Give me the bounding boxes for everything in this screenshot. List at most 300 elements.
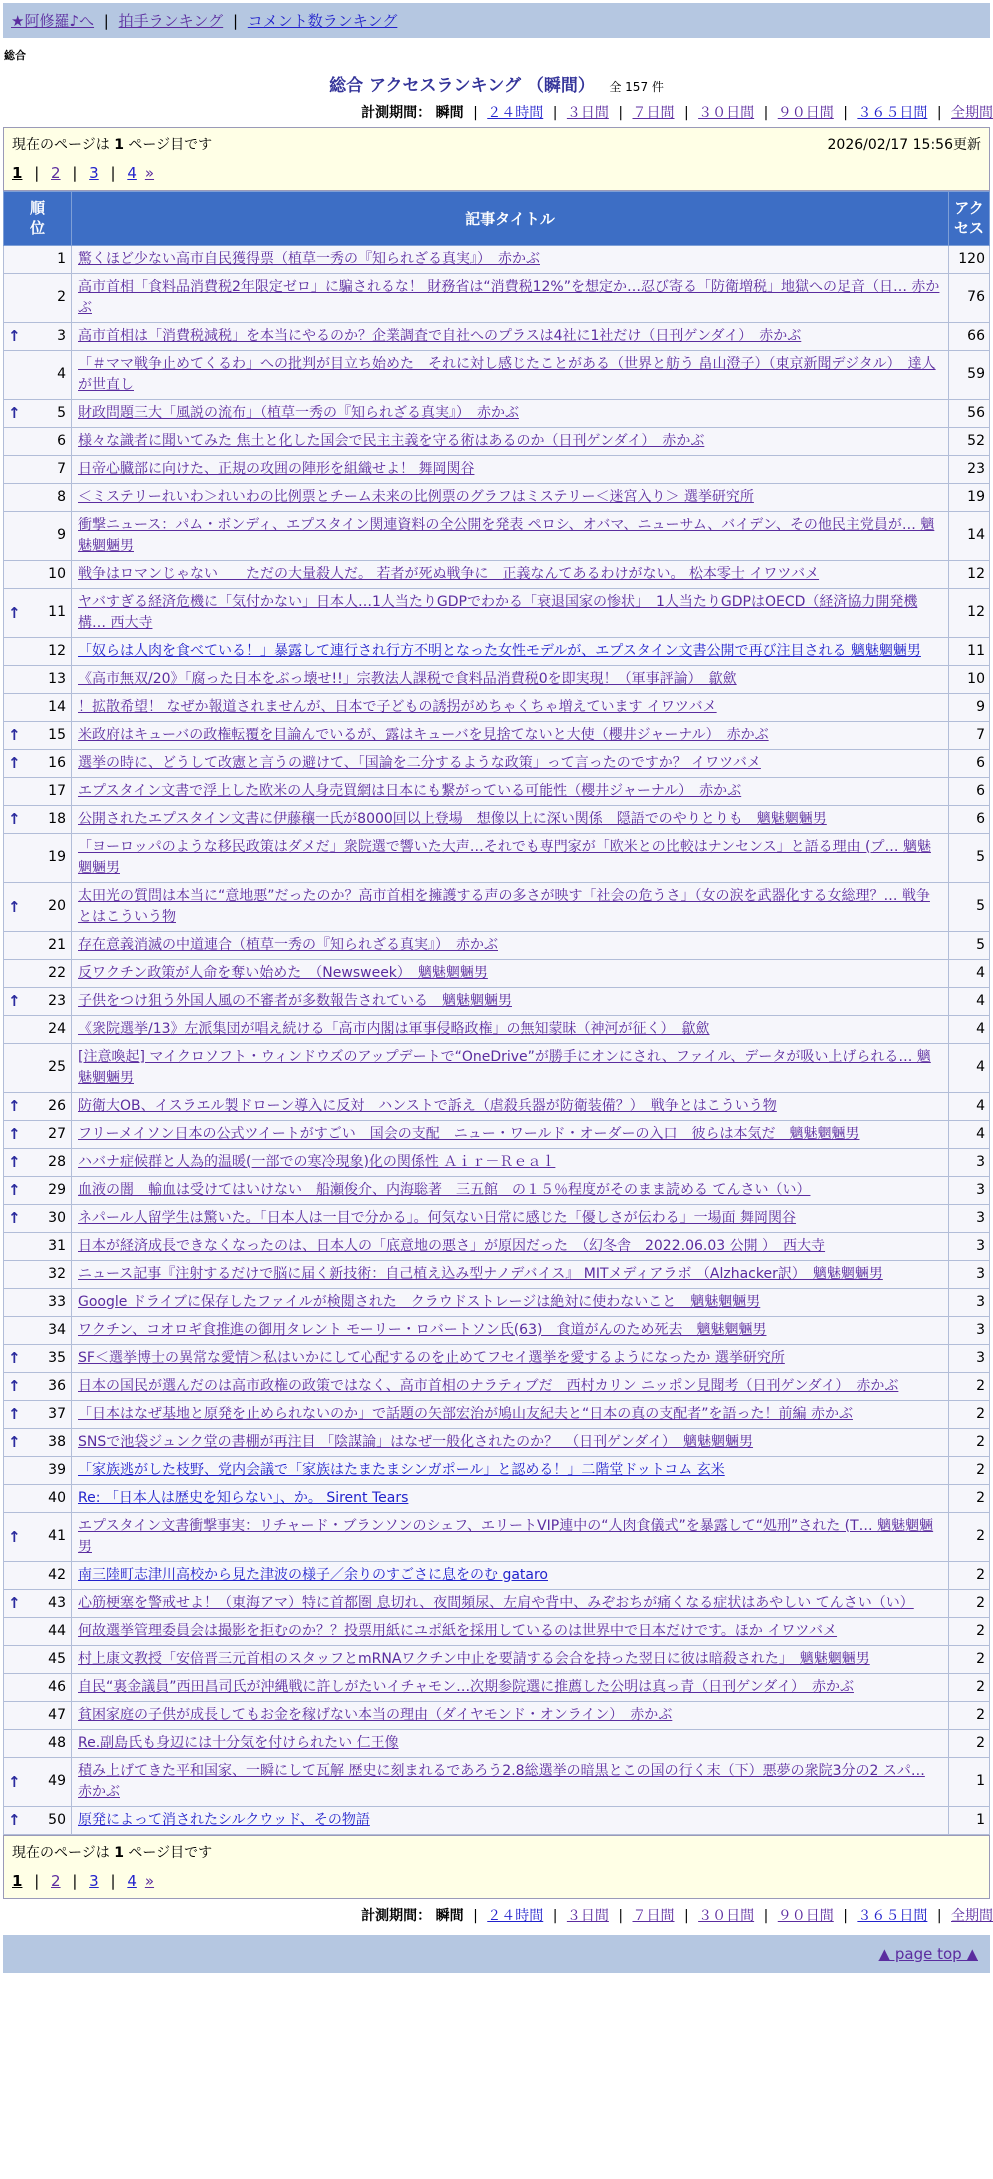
article-link[interactable]: Re: 「日本人は歴史を知らない」、か。 Sirent Tears — [78, 1489, 409, 1506]
article-link[interactable]: 子供をつけ狙う外国人風の不審者が多数報告されている 魑魅魍魎男 — [78, 992, 512, 1009]
rank-number: 48 — [48, 1734, 66, 1751]
rank-up-icon: ↑ — [8, 326, 21, 345]
rank-number: 19 — [48, 849, 66, 865]
rank-up-icon: ↑ — [8, 403, 21, 422]
period-option-link[interactable]: ２４時間 — [487, 1907, 544, 1924]
rank-number: 5 — [57, 404, 66, 421]
period-option-link[interactable]: ９０日間 — [777, 105, 834, 121]
pagination-top — [12, 164, 981, 182]
rank-cell — [4, 1428, 72, 1456]
rank-number: 23 — [48, 992, 66, 1009]
access-count: 4 — [949, 1043, 990, 1092]
table-row — [4, 777, 990, 805]
rank-number: 10 — [48, 565, 66, 582]
title-cell — [72, 1148, 949, 1176]
title-cell — [72, 1204, 949, 1232]
access-count: 2 — [949, 1701, 990, 1729]
separator: | — [105, 164, 121, 182]
access-count: 2 — [949, 1372, 990, 1400]
updated-timestamp: 2026/02/17 15:56更新 — [827, 137, 981, 153]
period-selector-bottom — [0, 1905, 993, 1925]
title-cell — [72, 1645, 949, 1673]
article-link[interactable]: エプスタイン文書衝撃事実：リチャード・ブランソンのシェフ、エリートVIP連中の“人肉食儀式”を暴露して“処刑”された (T… 魑魅魍魎男 — [78, 1517, 934, 1555]
access-count: 3 — [949, 1176, 990, 1204]
article-link[interactable]: 戦争はロマンじゃない ただの大量殺人だ。 若者が死ぬ戦争に 正義なんてあるわけがない。 松本零士 イワツバメ — [78, 565, 820, 582]
separator: | — [679, 105, 694, 121]
table-row — [4, 1344, 990, 1372]
table-row — [4, 1701, 990, 1729]
table-row — [4, 1015, 990, 1043]
access-count: 52 — [949, 427, 990, 455]
title-cell — [72, 665, 949, 693]
access-count: 3 — [949, 1232, 990, 1260]
pagination-next-link[interactable]: » — [144, 164, 155, 182]
access-count: 3 — [949, 1204, 990, 1232]
rank-number: 35 — [48, 1349, 66, 1366]
rank-number: 44 — [48, 1622, 66, 1639]
separator: | — [932, 105, 946, 121]
article-link[interactable]: 「日本はなぜ基地と原発を止められないのか」で話題の矢部宏治が鳩山友紀夫と“日本の真の支配者”を語った！前編 赤かぶ — [78, 1405, 853, 1422]
title-cell — [72, 1617, 949, 1645]
title-cell — [72, 1589, 949, 1617]
total-count: 全 157 件 — [609, 80, 664, 94]
access-count: 6 — [949, 749, 990, 777]
rank-cell — [4, 1757, 72, 1806]
rank-cell — [4, 1260, 72, 1288]
access-count: 2 — [949, 1561, 990, 1589]
top-nav-link[interactable]: コメント数ランキング — [247, 12, 398, 30]
table-row — [4, 749, 990, 777]
title-cell — [72, 1260, 949, 1288]
article-link[interactable]: 南三陸町志津川高校から見た津波の様子／余りのすごさに息をのむ gataro — [78, 1566, 548, 1583]
period-label: 計測期間： — [361, 1907, 432, 1924]
article-link[interactable]: ネパール人留学生は驚いた。「日本人は一目で分かる」。何気ない日常に感じた「優しさが伝わる」一場面 舞岡関谷 — [78, 1209, 797, 1226]
rank-cell — [4, 1729, 72, 1757]
rank-number: 4 — [57, 366, 66, 382]
access-count: 76 — [949, 273, 990, 322]
rank-cell — [4, 1015, 72, 1043]
article-link[interactable]: ニュース記事『注射するだけで脳に届く新技術：自己植え込み型ナノデバイス』 MITメディアラボ （Alzhacker訳） 魑魅魍魎男 — [78, 1265, 883, 1282]
title-cell — [72, 882, 949, 931]
article-link[interactable]: SF＜選挙博士の異常な愛情＞私はいかにして心配するのを止めてフセイ選挙を愛するようになったか 選挙研究所 — [78, 1349, 785, 1366]
rank-up-icon: ↑ — [8, 1404, 21, 1423]
top-nav-bar — [3, 3, 990, 38]
pagination-page-link[interactable]: 3 — [89, 1871, 99, 1890]
article-link[interactable]: 驚くほど少ない高市自民獲得票（植草一秀の『知られざる真実』） 赤かぶ — [78, 250, 540, 267]
separator: | — [105, 1871, 121, 1890]
table-row — [4, 637, 990, 665]
table-row — [4, 882, 990, 931]
rank-cell — [4, 1617, 72, 1645]
period-option-link[interactable]: ３６５日間 — [857, 1907, 928, 1924]
article-link[interactable]: 自民“裏金議員”西田昌司氏が沖縄戦に許しがたいイチャモン…次期参院選に推薦した公明は真っ青（日刊ゲンダイ） 赤かぶ — [78, 1678, 854, 1695]
table-row — [4, 1589, 990, 1617]
table-row — [4, 1120, 990, 1148]
rank-cell — [4, 1288, 72, 1316]
access-count: 3 — [949, 1260, 990, 1288]
title-cell — [72, 805, 949, 833]
period-option-link[interactable]: ３日間 — [566, 105, 609, 121]
pagination-next-link[interactable]: » — [144, 1871, 155, 1890]
rank-up-icon: ↑ — [8, 991, 21, 1010]
table-row — [4, 1043, 990, 1092]
rank-number: 12 — [48, 642, 66, 659]
rank-cell — [4, 1673, 72, 1701]
rank-number: 49 — [48, 1773, 66, 1789]
access-count: 120 — [949, 245, 990, 273]
rank-number: 18 — [48, 810, 66, 827]
article-link[interactable]: 心筋梗塞を警戒せよ！（東海アマ）特に首都圏 息切れ、夜間頻尿、左肩や背中、みぞおちが痛くなる症状はあやしい てんさい（い） — [78, 1594, 914, 1611]
rank-number: 14 — [48, 698, 66, 715]
rank-cell — [4, 665, 72, 693]
table-row — [4, 1673, 990, 1701]
article-link[interactable]: 公開されたエプスタイン文書に伊藤穰一氏が8000回以上登場 想像以上に深い関係 隠語でのやりとりも 魑魅魍魎男 — [78, 810, 827, 827]
rank-cell — [4, 560, 72, 588]
rank-cell — [4, 483, 72, 511]
title-cell — [72, 1372, 949, 1400]
table-row — [4, 1400, 990, 1428]
title-cell — [72, 560, 949, 588]
rank-number: 13 — [48, 670, 66, 687]
rank-cell — [4, 1148, 72, 1176]
period-option-link[interactable]: ３０日間 — [698, 1907, 755, 1924]
article-link[interactable]: 「奴らは人肉を食べている！」暴露して連行され行方不明となった女性モデルが、エプスタイン文書公開で再び注目される 魑魅魍魎男 — [78, 642, 921, 659]
period-current: 瞬間 — [435, 1907, 464, 1924]
current-page-number: 1 — [114, 1844, 124, 1861]
separator: | — [468, 105, 483, 121]
top-nav-link[interactable]: ★阿修羅♪へ — [11, 12, 95, 30]
separator: | — [67, 164, 83, 182]
access-count: 4 — [949, 987, 990, 1015]
rank-up-icon: ↑ — [8, 603, 21, 622]
article-link[interactable]: 「家族逃がした枝野、党内会議で「家族はたまたまシンガポール」と認める！」二階堂ドットコム 玄米 — [78, 1461, 725, 1478]
pagination-bottom — [12, 1872, 981, 1890]
access-count: 12 — [949, 560, 990, 588]
access-count: 3 — [949, 1288, 990, 1316]
article-link[interactable]: ハバナ症候群と人為的温暖(一部での寒冷現象)化の関係性 Ａｉｒ－Ｒｅａｌ — [78, 1153, 556, 1170]
rank-up-icon: ↑ — [8, 1208, 21, 1227]
article-link[interactable]: ワクチン、コオロギ食推進の御用タレント モーリー・ロバートソン氏(63) 食道がんのため死去 魑魅魍魎男 — [78, 1321, 767, 1338]
rank-number: 40 — [48, 1489, 66, 1506]
access-count: 10 — [949, 665, 990, 693]
rank-cell — [4, 1400, 72, 1428]
rank-cell — [4, 427, 72, 455]
access-count: 4 — [949, 959, 990, 987]
rank-cell — [4, 721, 72, 749]
title-cell — [72, 588, 949, 637]
article-link[interactable]: 様々な識者に聞いてみた 焦土と化した国会で民主主義を守る術はあるのか（日刊ゲンダイ） 赤かぶ — [78, 432, 705, 449]
separator: | — [838, 105, 853, 121]
period-option-link[interactable]: ３６５日間 — [857, 105, 928, 121]
rank-number: 47 — [48, 1706, 66, 1723]
access-count: 66 — [949, 322, 990, 350]
pagination-page-link[interactable]: 2 — [51, 164, 61, 182]
article-link[interactable]: 日本が経済成長できなくなったのは、日本人の「底意地の悪さ」が原因だった （幻冬舎 2022.06.03 公開 ） 西大寺 — [78, 1237, 826, 1254]
table-row — [4, 1456, 990, 1484]
table-row — [4, 833, 990, 882]
table-row — [4, 1288, 990, 1316]
title-cell — [72, 511, 949, 560]
page-top-link[interactable]: ▲ page top ▲ — [878, 1944, 978, 1963]
table-row — [4, 483, 990, 511]
table-row — [4, 427, 990, 455]
rank-cell — [4, 1512, 72, 1561]
rank-cell — [4, 588, 72, 637]
rank-cell — [4, 1204, 72, 1232]
rank-cell — [4, 1344, 72, 1372]
rank-number: 26 — [48, 1097, 66, 1114]
rank-cell — [4, 1484, 72, 1512]
rank-cell — [4, 1372, 72, 1400]
rank-number: 31 — [48, 1237, 66, 1254]
rank-cell — [4, 399, 72, 427]
rank-number: 33 — [48, 1293, 66, 1310]
access-count: 5 — [949, 931, 990, 959]
rank-number: 22 — [48, 964, 66, 981]
access-count: 4 — [949, 1015, 990, 1043]
title-cell — [72, 322, 949, 350]
separator: | — [548, 1907, 562, 1924]
article-link[interactable]: 日帝心臓部に向けた、正規の攻囲の陣形を組織せよ！ 舞岡関谷 — [78, 460, 475, 477]
article-link[interactable]: 積み上げてきた平和国家、一瞬にして瓦解 歴史に刻まれるであろう2.8総選挙の暗黒とこの国の行く末（下）悪夢の衆院3分の2 スパ… 赤かぶ — [78, 1762, 925, 1800]
rank-up-icon: ↑ — [8, 1593, 21, 1612]
rank-cell — [4, 1176, 72, 1204]
title-cell — [72, 1512, 949, 1561]
access-count: 2 — [949, 1645, 990, 1673]
article-link[interactable]: Google ドライブに保存したファイルが検閲された クラウドストレージは絶対に使わないこと 魑魅魍魎男 — [78, 1293, 761, 1310]
rank-cell — [4, 959, 72, 987]
rank-number: 28 — [48, 1153, 66, 1170]
rank-number: 41 — [48, 1528, 66, 1544]
separator: | — [548, 105, 562, 121]
separator: | — [838, 1907, 853, 1924]
rank-number: 20 — [48, 898, 66, 914]
rank-cell — [4, 693, 72, 721]
period-selector-top — [0, 102, 993, 122]
rank-number: 38 — [48, 1433, 66, 1450]
rank-up-icon: ↑ — [8, 1096, 21, 1115]
current-page-text: 現在のページは 1 ページ目です — [12, 1844, 213, 1861]
rank-up-icon: ↑ — [8, 1810, 21, 1829]
access-count: 4 — [949, 1120, 990, 1148]
rank-column-header: 順位 — [4, 192, 72, 246]
table-row — [4, 511, 990, 560]
title-cell — [72, 399, 949, 427]
article-link[interactable]: 日本の国民が選んだのは高市政権の政策ではなく、高市首相のナラティブだ 西村カリン ニッポン見聞考（日刊ゲンダイ） 赤かぶ — [78, 1377, 899, 1394]
separator: | — [613, 1907, 628, 1924]
title-cell — [72, 693, 949, 721]
article-link[interactable]: 財政問題三大「風説の流布」（植草一秀の『知られざる真実』） 赤かぶ — [78, 404, 519, 421]
rank-up-icon: ↑ — [8, 897, 21, 916]
rank-cell — [4, 1232, 72, 1260]
rank-cell — [4, 1043, 72, 1092]
pagination-page-link[interactable]: 2 — [51, 1871, 61, 1890]
rank-number: 24 — [48, 1020, 66, 1037]
table-row — [4, 273, 990, 322]
table-row — [4, 1617, 990, 1645]
table-row — [4, 588, 990, 637]
title-cell — [72, 1806, 949, 1834]
access-count: 2 — [949, 1456, 990, 1484]
rank-cell — [4, 987, 72, 1015]
period-option-link[interactable]: ２４時間 — [487, 105, 544, 121]
separator: | — [613, 105, 628, 121]
article-link[interactable]: 原発によって消されたシルクウッド、その物語 — [78, 1811, 370, 1828]
period-option-link[interactable]: 全期間 — [951, 105, 993, 121]
access-count: 7 — [949, 721, 990, 749]
separator: | — [679, 1907, 694, 1924]
rank-number: 2 — [57, 289, 66, 305]
article-link[interactable]: 血液の闇 輸血は受けてはいけない 船瀬俊介、内海聡著 三五館 の１５％程度がそのまま読める てんさい（い） — [78, 1181, 811, 1198]
table-row — [4, 1232, 990, 1260]
current-page-number: 1 — [114, 137, 124, 153]
top-nav-links — [11, 12, 397, 30]
article-link[interactable]: 選挙の時に、どうして改憲と言うの避けて、「国論を二分するような政策」って言ったのですか？ イワツバメ — [78, 754, 761, 771]
table-row — [4, 959, 990, 987]
access-count: 5 — [949, 882, 990, 931]
article-link[interactable]: 何故選挙管理委員会は撮影を拒むのか？？投票用紙にユポ紙を採用しているのは世界中で日本だけです。ほか イワツバメ — [78, 1622, 838, 1639]
category-label: 総合 — [4, 49, 26, 62]
table-row — [4, 560, 990, 588]
access-count: 9 — [949, 693, 990, 721]
period-option-link[interactable]: 全期間 — [951, 1907, 993, 1924]
pagination-current-page: 1 — [12, 164, 23, 182]
article-link[interactable]: [注意喚起] マイクロソフト・ウィンドウズのアップデートで“OneDrive”が勝手にオンにされ、ファイル、データが吸い上げられる… 魑魅魍魎男 — [78, 1048, 931, 1086]
separator: | — [468, 1907, 483, 1924]
pagination-page-link[interactable]: 4 — [127, 1871, 137, 1890]
rank-number: 9 — [57, 527, 66, 543]
page-info-box-top — [3, 127, 990, 191]
table-row — [4, 1148, 990, 1176]
pagination-page-link[interactable]: 3 — [89, 164, 99, 182]
rank-number: 8 — [57, 488, 66, 505]
period-option-link[interactable]: ３０日間 — [698, 105, 755, 121]
article-link[interactable]: 貧困家庭の子供が成長してもお金を稼げない本当の理由（ダイヤモンド・オンライン） 赤かぶ — [78, 1706, 673, 1723]
separator: | — [932, 1907, 946, 1924]
title-column-header: 記事タイトル — [72, 192, 949, 246]
article-link[interactable]: 「ヨーロッパのような移民政策はダメだ」衆院選で響いた大声…それでも専門家が「欧米との比較はナンセンス」と語る理由 (プ… 魑魅魍魎男 — [78, 838, 931, 876]
article-link[interactable]: ＜ミステリーれいわ＞れいわの比例票とチーム未来の比例票のグラフはミステリー＜迷宮入り＞ 選挙研究所 — [78, 488, 754, 505]
page-title: 総合 アクセスランキング （瞬間） — [329, 76, 595, 96]
access-count: 59 — [949, 350, 990, 399]
period-label: 計測期間： — [361, 105, 432, 121]
title-cell — [72, 1232, 949, 1260]
table-row — [4, 1176, 990, 1204]
rank-number: 29 — [48, 1181, 66, 1198]
rank-up-icon: ↑ — [8, 1124, 21, 1143]
rank-cell — [4, 1701, 72, 1729]
table-row — [4, 1757, 990, 1806]
period-option-link[interactable]: ７日間 — [632, 105, 675, 121]
period-current: 瞬間 — [435, 105, 464, 121]
rank-number: 39 — [48, 1461, 66, 1478]
rank-number: 46 — [48, 1678, 66, 1695]
article-link[interactable]: 衝撃ニュース：パム・ボンディ、エプスタイン関連資料の全公開を発表 ペロシ、オバマ、ニューサム、バイデン、その他民主党員が… 魑魅魍魎男 — [78, 516, 935, 554]
article-link[interactable]: ！拡散希望！ なぜか報道されませんが、日本で子どもの誘拐がめちゃくちゃ増えています イワツバメ — [78, 698, 717, 715]
title-cell — [72, 749, 949, 777]
period-option-link[interactable]: ３日間 — [566, 1907, 609, 1924]
title-cell — [72, 1120, 949, 1148]
title-cell — [72, 1701, 949, 1729]
article-link[interactable]: 高市首相「食料品消費税2年限定ゼロ」に騙されるな！ 財務省は“消費税12%”を想定か…忍び寄る「防衛増税」地獄への足音（日… 赤かぶ — [78, 278, 940, 316]
article-link[interactable]: 反ワクチン政策が人命を奪い始めた （Newsweek） 魑魅魍魎男 — [78, 964, 488, 981]
title-cell — [72, 1428, 949, 1456]
rank-cell — [4, 833, 72, 882]
article-link[interactable]: 米政府はキューバの政権転覆を目論んでいるが、露はキューバを見捨てないと大使（櫻井ジャーナル） 赤かぶ — [78, 726, 769, 743]
rank-up-icon: ↑ — [8, 1772, 21, 1791]
table-row — [4, 805, 990, 833]
rank-number: 32 — [48, 1265, 66, 1282]
title-cell — [72, 931, 949, 959]
article-link[interactable]: 《高市無双/20》「腐った日本をぶっ壊せ!!」宗教法人課税で食料品消費税0を即実現！（軍事評論） 歙歛 — [78, 670, 737, 687]
period-option-link[interactable]: ７日間 — [632, 1907, 675, 1924]
table-row — [4, 1645, 990, 1673]
access-count: 3 — [949, 1316, 990, 1344]
title-cell — [72, 1043, 949, 1092]
rank-cell — [4, 273, 72, 322]
rank-cell — [4, 1645, 72, 1673]
title-cell — [72, 1092, 949, 1120]
table-row — [4, 322, 990, 350]
article-link[interactable]: 存在意義消滅の中道連合（植草一秀の『知られざる真実』） 赤かぶ — [78, 936, 498, 953]
rank-number: 43 — [48, 1594, 66, 1611]
access-count: 6 — [949, 777, 990, 805]
access-column-header: アクセス — [949, 192, 990, 246]
title-cell — [72, 1484, 949, 1512]
separator: | — [759, 105, 773, 121]
article-link[interactable]: 《衆院選挙/13》左派集団が唱え続ける「高市内閣は軍事侵略政権」の無知蒙昧（神河が征く） 歙歛 — [78, 1020, 710, 1037]
rank-number: 25 — [48, 1059, 66, 1075]
page-top-bar — [3, 1935, 990, 1973]
title-cell — [72, 1729, 949, 1757]
rank-cell — [4, 777, 72, 805]
article-link[interactable]: 防衛大OB、イスラエル製ドローン導入に反対 ハンストで訴え（虐殺兵器が防衛装備？） 戦争とはこういう物 — [78, 1097, 777, 1114]
rank-cell — [4, 931, 72, 959]
article-link[interactable]: ヤバすぎる経済危機に「気付かない」日本人…1人当たりGDPでわかる「衰退国家の惨状」 1人当たりGDPはOECD（経済協力開発機構… 西大寺 — [78, 593, 918, 631]
access-count: 56 — [949, 399, 990, 427]
article-link[interactable]: 高市首相は「消費税減税」を本当にやるのか？企業調査で自社へのプラスは4社に1社だけ（日刊ゲンダイ） 赤かぶ — [78, 327, 802, 344]
rank-cell — [4, 749, 72, 777]
article-link[interactable]: 「＃ママ戦争止めてくるわ」への批判が目立ち始めた それに対し感じたことがある（世界と舫う 畠山澄子）（東京新聞デジタル） 達人が世直し — [78, 355, 936, 393]
article-link[interactable]: SNSで池袋ジュンク堂の書棚が再注目 「陰謀論」はなぜ一般化されたのか？ （日刊ゲンダイ） 魑魅魍魎男 — [78, 1433, 754, 1450]
rank-cell — [4, 637, 72, 665]
rank-number: 1 — [57, 250, 66, 267]
table-row — [4, 245, 990, 273]
access-count: 5 — [949, 833, 990, 882]
article-link[interactable]: フリーメイソン日本の公式ツイートがすごい 国会の支配 ニュー・ワールド・オーダーの入口 彼らは本気だ 魑魅魍魎男 — [78, 1125, 860, 1142]
rank-number: 3 — [57, 327, 66, 344]
title-cell — [72, 721, 949, 749]
table-row — [4, 455, 990, 483]
table-row — [4, 1316, 990, 1344]
pagination-page-link[interactable]: 4 — [127, 164, 137, 182]
period-option-link[interactable]: ９０日間 — [777, 1907, 834, 1924]
article-link[interactable]: 太田光の質問は本当に“意地悪”だったのか？高市首相を擁護する声の多さが映す「社会の危うさ」（女の涙を武器化する女総理？… 戦争とはこういう物 — [78, 887, 930, 925]
ranking-table — [3, 191, 990, 1835]
rank-number: 15 — [48, 726, 66, 743]
article-link[interactable]: エプスタイン文書で浮上した欧米の人身売買網は日本にも繋がっている可能性（櫻井ジャーナル） 赤かぶ — [78, 782, 742, 799]
table-header-row — [4, 192, 990, 246]
title-cell — [72, 1288, 949, 1316]
current-page-text: 現在のページは 1 ページ目です — [12, 137, 213, 153]
article-link[interactable]: Re.副島氏も身辺には十分気を付けられたい 仁王像 — [78, 1734, 399, 1751]
table-row — [4, 1372, 990, 1400]
rank-number: 34 — [48, 1321, 66, 1338]
rank-cell — [4, 805, 72, 833]
title-cell — [72, 1456, 949, 1484]
article-link[interactable]: 村上康文教授「安倍晋三元首相のスタッフとmRNAワクチン中止を要請する会合を持った翌日に彼は暗殺された」 魑魅魍魎男 — [78, 1650, 870, 1667]
top-nav-link[interactable]: 拍手ランキング — [118, 12, 224, 30]
